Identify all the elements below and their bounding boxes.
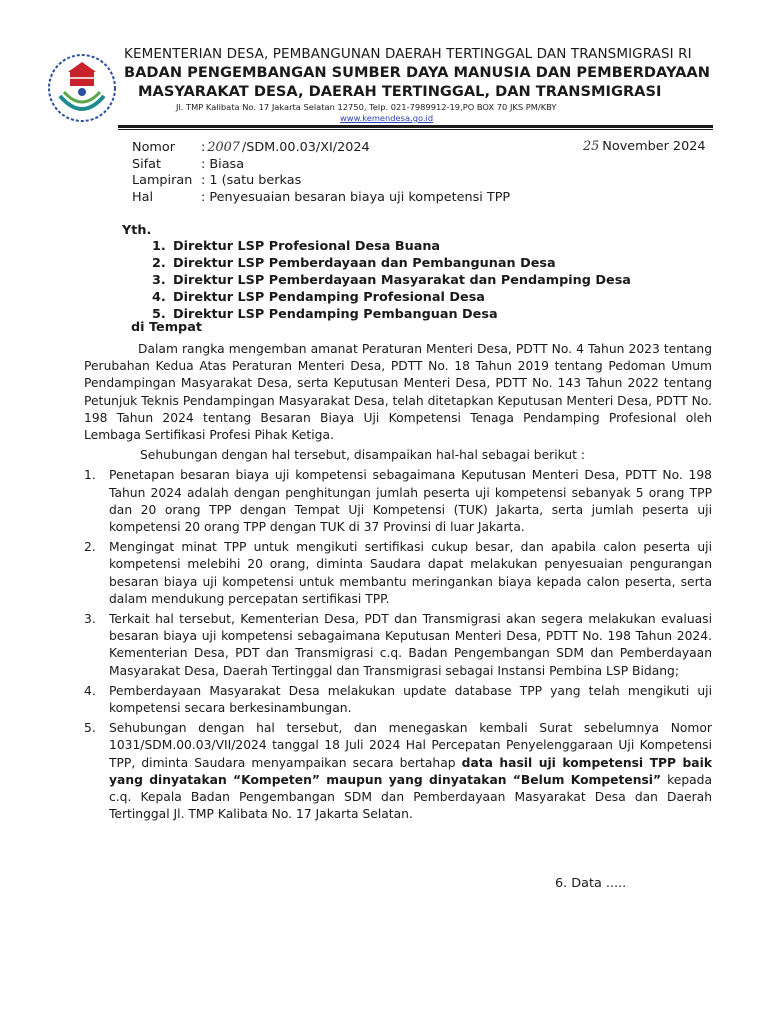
list-item — [84, 683, 712, 717]
sub-intro: Sehubungan dengan hal tersebut, disampaikan hal-hal sebagai berikut : — [140, 448, 586, 463]
addressee-list — [152, 238, 631, 323]
nomor-handwritten: 2007 — [207, 140, 240, 155]
item-text: Pemberdayaan Masyarakat Desa melakukan update database TPP yang telah mengikuti uji kompetensi secara berkesinambungan. — [109, 683, 712, 716]
hal-value: : Penyesuaian besaran biaya uji kompetensi TPP — [201, 189, 511, 205]
addressee-number: 5. — [152, 307, 166, 322]
item-number: 4. — [84, 683, 96, 698]
agency-website-link[interactable]: www.kemendesa.go.id — [340, 113, 434, 123]
ministry-name: KEMENTERIAN DESA, PEMBANGUNAN DAERAH TERTINGGAL DAN TRANSMIGRASI RI — [124, 46, 692, 62]
addressee-text: Direktur LSP Profesional Desa Buana — [173, 239, 441, 254]
addressee-item — [152, 306, 631, 323]
addressee-item — [152, 289, 631, 306]
item5-text-part2: kepada c.q. Kepala Badan Pengembangan SDM dan Pemberdayaan Masyarakat Desa dan Daerah Tertinggal Jl. TMP Kalibata No. 17 Jakarta Selatan. — [109, 772, 713, 822]
sifat-label: Sifat — [132, 156, 162, 172]
addressee-number: 1. — [152, 239, 166, 254]
letter-body — [84, 341, 712, 823]
item-text: Mengingat minat TPP untuk mengikuti sertifikasi cukup besar, dan apabila calon peserta uji kompetensi melebihi 20 orang, diminta Saudara dapat melakukan penyesuaian pengurangan besaran biaya uji kompetensi untuk membantu meringankan biaya kepada calon peserta, serta dalam mendukung percepatan sertifikasi TPP. — [109, 540, 712, 606]
addressee-item — [152, 238, 631, 255]
nomor-prefix: : — [201, 140, 206, 155]
addressee-number: 4. — [152, 290, 166, 305]
date-day-handwritten: 25 — [583, 139, 600, 154]
date-month-year: November 2024 — [602, 139, 706, 154]
page-continuation: 6. Data ..... — [555, 876, 627, 891]
addressee-item — [152, 272, 631, 289]
nomor-label: Nomor — [132, 140, 175, 155]
item-text: Terkait hal tersebut, Kementerian Desa, PDT dan Transmigrasi akan segera melakukan evaluasi besaran biaya uji kompetensi sebagaimana Keputusan Menteri Desa, PDTT No. 198 Tahun 2024. Kementerian Desa, PDT dan Transmigrasi c.q. Badan Pengembangan SDM dan Pemberdayaan Masyarakat Desa, Daerah Tertinggal dan Transmigrasi sebagai Instansi Pembina LSP Bidang; — [109, 612, 712, 678]
addressee-text: Direktur LSP Pemberdayaan Masyarakat dan Pendamping Desa — [173, 273, 631, 288]
meta-hal — [132, 190, 510, 207]
agency-name-line2: MASYARAKAT DESA, DAERAH TERTINGGAL, DAN TRANSMIGRASI — [138, 83, 662, 100]
agency-address: Jl. TMP Kalibata No. 17 Jakarta Selatan 12750, Telp. 021-7989912-19,PO BOX 70 JKS PM/KBY — [176, 102, 557, 112]
item-number: 3. — [84, 612, 96, 627]
lampiran-value: : 1 (satu berkas — [201, 173, 302, 189]
agency-name-line1: BADAN PENGEMBANGAN SUMBER DAYA MANUSIA DAN PEMBERDAYAAN — [124, 64, 710, 81]
lampiran-label: Lampiran — [132, 173, 193, 189]
hal-label: Hal — [132, 189, 154, 205]
addressee-item — [152, 255, 631, 272]
letterhead — [124, 46, 724, 124]
addressee-text: Direktur LSP Pemberdayaan dan Pembangunan Desa — [173, 256, 556, 271]
addressee-salutation: Yth. — [122, 223, 152, 238]
item-text — [109, 720, 712, 823]
letterhead-rule-thin — [118, 129, 713, 130]
letterhead-rule-thick — [118, 125, 713, 128]
letter-meta — [132, 140, 510, 206]
addressee-number: 2. — [152, 256, 166, 271]
list-item — [84, 467, 712, 536]
meta-lampiran — [132, 173, 510, 190]
item5-text-bold: data hasil uji kompetensi TPP baik yang dinyatakan “Kompeten” maupun yang dinyatakan “Belum Kompetensi” — [109, 755, 712, 787]
nomor-suffix: /SDM.00.03/XI/2024 — [241, 140, 370, 155]
kemendesa-logo-icon — [46, 52, 118, 124]
addressee-text: Direktur LSP Pendamping Pembanguan Desa — [173, 307, 498, 322]
item-number: 2. — [84, 540, 96, 555]
addressee-number: 3. — [152, 273, 166, 288]
list-item — [84, 611, 712, 680]
item-text: Penetapan besaran biaya uji kompetensi sebagaimana Keputusan Menteri Desa, PDTT No. 198 Tahun 2024 adalah dengan penghitungan jumlah peserta uji kompetensi sebanyak 5 orang TPP dan 20 orang TPP dengan Tempat Uji Kompetensi (TUK) Jakarta, serta jumlah peserta uji kompetensi 20 orang TPP dengan TUK di 37 Provinsi di luar Jakarta. — [109, 468, 712, 535]
addressee-text: Direktur LSP Pendamping Profesional Desa — [173, 290, 485, 305]
intro-paragraph: Dalam rangka mengemban amanat Peraturan Menteri Desa, PDTT No. 4 Tahun 2023 tentang Perubahan Kedua Atas Peraturan Menteri Desa, PDTT No. 18 Tahun 2019 tentang Pedoman Umum Pendampingan Masyarakat Desa, serta Keputusan Menteri Desa, PDTT No. 143 Tahun 2022 tentang Petunjuk Teknis Pendampingan Masyarakat Desa, telah ditetapkan Keputusan Menteri Desa, PDTT No. 198 Tahun 2024 tentang Besaran Biaya Uji Kompetensi Tenaga Pendamping Profesional oleh Lembaga Sertifikasi Profesi Pihak Ketiga. — [84, 342, 712, 443]
letter-date — [583, 139, 706, 154]
list-item — [84, 720, 712, 823]
item-number: 1. — [84, 468, 96, 483]
meta-nomor — [132, 140, 510, 157]
meta-sifat — [132, 157, 510, 174]
list-item — [84, 539, 712, 608]
sifat-value: : Biasa — [201, 156, 245, 172]
point-list — [84, 467, 712, 823]
item-number: 5. — [84, 721, 96, 736]
item5-text-part1: Sehubungan dengan hal tersebut, dan menegaskan kembali Surat sebelumnya Nomor 1031/SDM.00.03/VII/2024 tanggal 18 Juli 2024 Hal Percepatan Penyelenggaraan Uji Kompetensi TPP, diminta Saudara menyampaikan secara bertahap — [109, 721, 712, 770]
addressee-place: di Tempat — [131, 320, 202, 335]
